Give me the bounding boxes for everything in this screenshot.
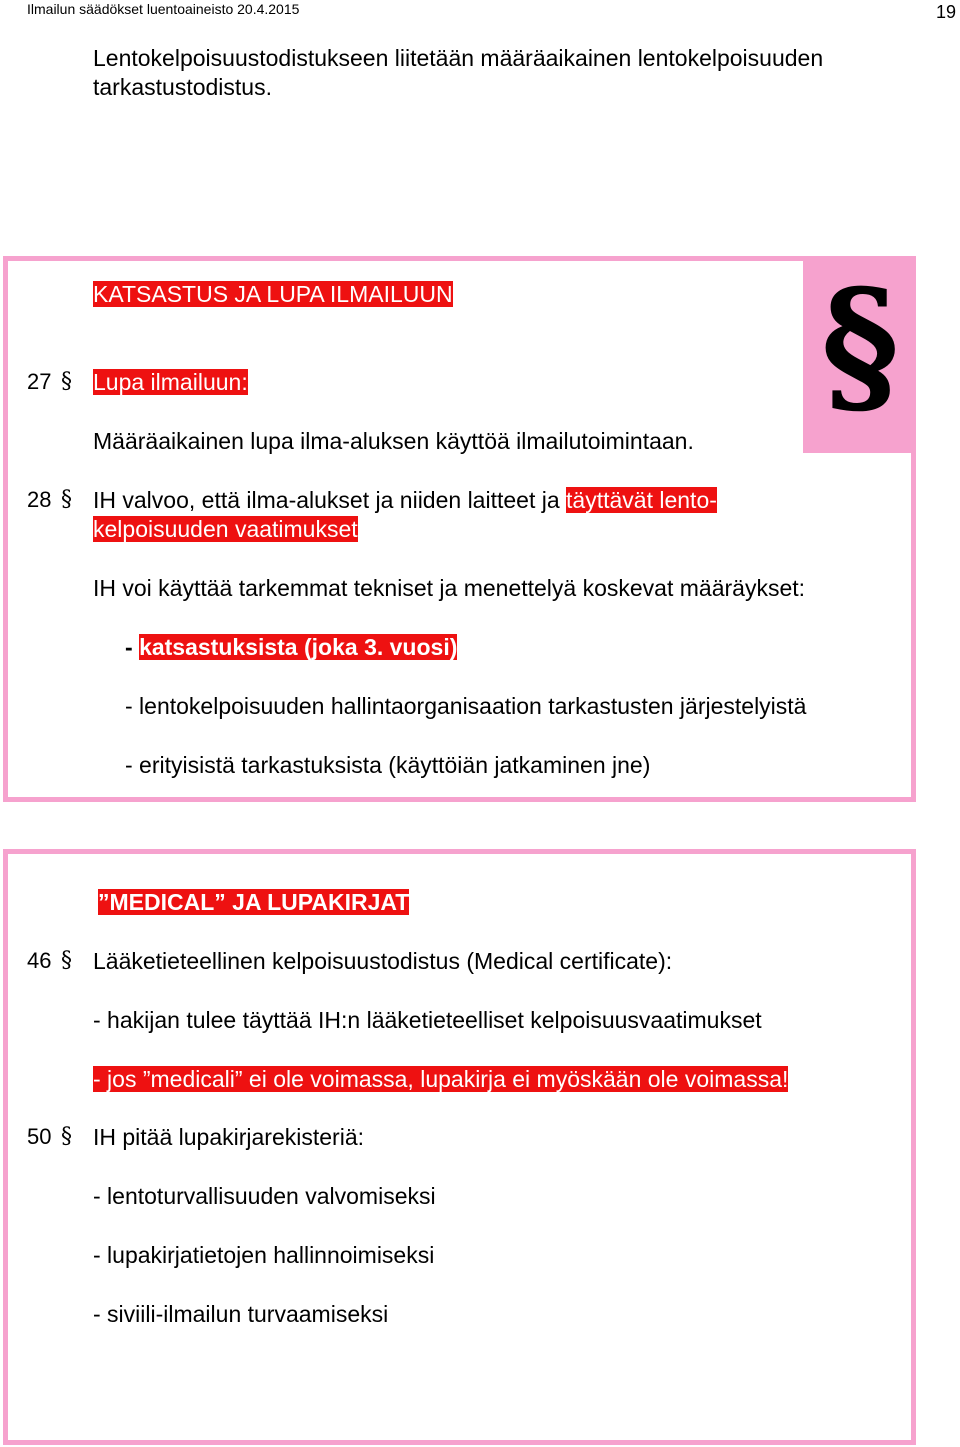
item27-label: Lupa ilmailuun: [93,369,248,395]
item28-section-icon: § [61,487,72,512]
box2-heading: ”MEDICAL” JA LUPAKIRJAT [98,889,410,915]
section-icon: § [821,257,900,433]
item46-text: Lääketieteellinen kelpoisuustodistus (Medical certificate): [93,948,673,974]
ih-line: IH voi käyttää tarkemmat tekniset ja menettelyä koskevat määräykset: [93,575,806,601]
intro-line-1: Lentokelpoisuustodistukseen liitetään määräaikainen lentokelpoisuuden [93,45,824,71]
list-item: - siviili-ilmailun turvaamiseksi [93,1301,389,1327]
list-item: - lupakirjatietojen hallinnoimiseksi [93,1242,435,1268]
item46-section-icon: § [61,948,72,973]
item28-number: 28 [27,487,52,512]
item28-line-2: kelpoisuuden vaatimukset [93,516,358,542]
bullet-katsastuksista: - katsastuksista (joka 3. vuosi) [125,634,458,660]
item50-number: 50 [27,1124,52,1149]
medical-warning-line: - jos ”medicali” ei ole voimassa, lupakirja ei myöskään ole voimassa! [93,1066,789,1092]
bullet-erityisista: - erityisistä tarkastuksista (käyttöiän jatkaminen jne) [125,752,651,778]
item27-number: 27 [27,369,52,394]
item50-text: IH pitää lupakirjarekisteriä: [93,1124,365,1150]
section-symbol-block [803,256,916,453]
item50-section-icon: § [61,1124,72,1149]
bullet-hallintaorganisaatio: - lentokelpoisuuden hallintaorganisaation tarkastusten järjestelyistä [125,693,807,719]
header-title: Ilmailun säädökset luentoaineisto 20.4.2015 [27,1,300,17]
page-number: 19 [936,2,957,22]
item27-section-icon: § [61,369,72,394]
box1-heading: KATSASTUS JA LUPA ILMAILUUN [93,281,453,307]
item28-line-1: IH valvoo, että ilma-alukset ja niiden laitteet ja täyttävät lento- [93,487,717,513]
intro-line-2: tarkastustodistus. [93,74,272,100]
list-item: - lentoturvallisuuden valvomiseksi [93,1183,436,1209]
item27-text: Määräaikainen lupa ilma-aluksen käyttöä ilmailutoimintaan. [93,428,694,454]
item46-number: 46 [27,948,52,973]
medical-requirement-line: - hakijan tulee täyttää IH:n lääketieteelliset kelpoisuusvaatimukset [93,1007,762,1033]
